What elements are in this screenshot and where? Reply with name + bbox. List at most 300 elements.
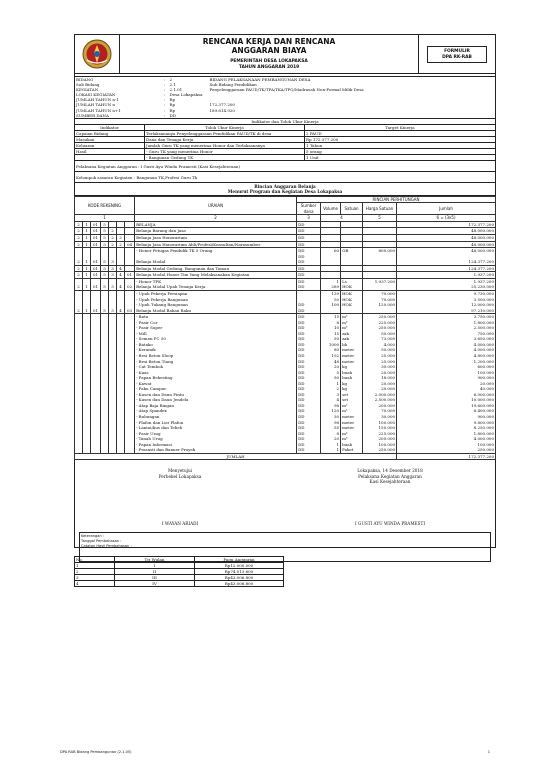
sumber-dana-cell: DD	[297, 336, 321, 342]
info-label: JUMLAH TAHUN n	[76, 102, 115, 108]
satuan-cell: zak	[341, 331, 363, 337]
satuan-cell: meter	[341, 425, 363, 431]
tw-triwulan-cell: I	[115, 563, 195, 569]
harga-satuan-cell: 200.000	[363, 403, 397, 409]
uraian-cell: Belanja Modal	[135, 259, 297, 265]
volume-cell: 289	[321, 284, 341, 290]
info-value	[209, 113, 496, 119]
sumber-dana-cell: DD	[297, 320, 321, 326]
uraian-cell: - Honor TPK	[135, 278, 297, 284]
uraian-cell: Belanja Barang dan Jasa	[135, 228, 297, 235]
volume-cell: 50	[321, 375, 341, 381]
info-separator: :	[163, 112, 165, 118]
jumlah-cell: 48.000.000	[397, 241, 496, 248]
kode-segment: 02	[125, 284, 135, 290]
kode-segment: 01	[91, 308, 101, 314]
info-label: JUMLAH TAHUN n+1	[76, 107, 121, 113]
kode-segment: 2	[75, 284, 83, 290]
kode-segment: 01	[91, 265, 101, 272]
sumber-dana-cell: DD	[297, 359, 321, 365]
jumlah-cell: 1.800.000	[397, 431, 496, 437]
uraian-cell: Belanja Modal Upah Tenaga Kerja	[135, 284, 297, 290]
uraian-cell: - Kusen dan Daun Pintu	[135, 392, 297, 398]
satuan-cell: meter	[341, 414, 363, 420]
tw-no-header: No	[75, 557, 115, 563]
info-separator: :	[163, 107, 165, 113]
satuan-cell: Ls	[341, 278, 363, 284]
sumber-dana-cell: DD	[297, 392, 321, 398]
kode-segment: 01	[91, 284, 101, 290]
kode-segment: 5	[101, 265, 109, 272]
uraian-cell: - Besi Beton Sloop	[135, 353, 297, 359]
harga-satuan-cell: 250.000	[363, 325, 397, 331]
jumlah-cell: 40.000	[397, 386, 496, 392]
kode-segment: 03	[125, 308, 135, 314]
footer-left: DPA RAB Bidang Pembangunan (2.1.05)	[60, 750, 132, 754]
sumber-dana-cell: DD	[297, 278, 321, 284]
sumber-dana-cell: DD	[297, 302, 321, 308]
volume-cell: 15	[321, 314, 341, 320]
target-cell: 1 Tahun	[305, 142, 496, 148]
kode-segment: 01	[91, 259, 101, 265]
rincian-title2: Menurut Program dan Kegiatan Desa Lokapaksa	[227, 188, 343, 194]
uraian-cell: - Paku Campur	[135, 386, 297, 392]
jumlah-cell: 1.937.200	[397, 278, 496, 284]
kode-segment: 2	[75, 221, 83, 228]
volume-cell: 4	[321, 397, 341, 403]
satuan-cell: set	[341, 397, 363, 403]
info-label: SUMBER DANA	[76, 112, 109, 118]
info-label: Sub Bidang	[76, 82, 100, 88]
harga-satuan-cell: 100.000	[363, 420, 397, 426]
kode-segment: 2	[117, 235, 125, 242]
volume-cell: 8	[321, 431, 341, 437]
kode-segment: 3	[109, 265, 117, 272]
indikator-cell: Hasil	[75, 148, 145, 154]
doc-subtitle1: PEMERINTAH DESA LOKAPAKSA	[230, 59, 308, 64]
keterangan-line2: Tanggal Pembahasan :	[81, 538, 122, 543]
kode-segment: 5	[101, 241, 109, 248]
jumlah-cell: 3.750.000	[397, 314, 496, 320]
harga-satuan-cell: 20.000	[363, 381, 397, 387]
kode-segment: 5	[101, 228, 109, 235]
volume-cell: 10	[321, 325, 341, 331]
volume-cell: 98	[321, 403, 341, 409]
target-cell: Rp 172.377.200	[305, 136, 496, 142]
kode-segment: 4	[117, 272, 125, 279]
kode-segment: 01	[91, 241, 101, 248]
jumlah-cell: 19.600.000	[397, 403, 496, 409]
sumber-dana-cell: DD	[297, 381, 321, 387]
jumlah-cell: 900.000	[397, 375, 496, 381]
info-separator: :	[163, 77, 165, 82]
jumlah-cell: 4.000.000	[397, 436, 496, 442]
sumber-dana-cell: DD	[297, 314, 321, 320]
jumlah-cell: 8.250.000	[397, 425, 496, 431]
kode-segment: 4	[117, 265, 125, 272]
satuan-cell: kg	[341, 364, 363, 370]
kode-segment: 5	[101, 259, 109, 265]
satuan-cell: m³	[341, 320, 363, 326]
jumlah-cell: 8.400.000	[397, 408, 496, 414]
info-label: KEGIATAN	[76, 87, 99, 93]
indikator-cell: Capaian Bidang	[75, 130, 145, 136]
info-code: Rp	[169, 102, 176, 108]
kode-segment: 01	[125, 272, 135, 279]
uraian-cell: - Cat Tembok	[135, 364, 297, 370]
info-code: 2	[169, 77, 173, 82]
harga-satuan-cell: 30.000	[363, 364, 397, 370]
jumlah-cell: 9.800.000	[397, 420, 496, 426]
satuan-cell: meter	[341, 353, 363, 359]
satuan-cell: m²	[341, 403, 363, 409]
total-label: JUMLAH	[75, 453, 397, 460]
kode-rekening-header: KODE REKENING	[75, 196, 135, 215]
kode-segment: 04	[125, 241, 135, 248]
sumber-dana-cell: DD	[297, 420, 321, 426]
regency-emblem-icon	[82, 39, 112, 69]
jumlah-cell: 3.500.000	[397, 297, 496, 303]
target-cell: 2 PAUD	[305, 130, 496, 136]
sumber-dana-cell: DD	[297, 370, 321, 376]
tw-pagu-header: Pagu Anggaran	[195, 557, 284, 563]
rincian-title-block	[74, 183, 496, 196]
info-code: 2.1.01	[169, 87, 183, 93]
jumlah-cell: 100.000	[397, 442, 496, 448]
harga-satuan-cell: 30.000	[363, 414, 397, 420]
volume-cell: 1	[321, 442, 341, 448]
satuan-cell: OB	[341, 248, 363, 254]
harga-satuan-cell: 2.000.000	[363, 392, 397, 398]
volume-cell: 100	[321, 302, 341, 308]
uraian-cell: - Semen PC 50	[135, 336, 297, 342]
sumber-dana-cell: DD	[297, 425, 321, 431]
doc-title-line2: ANGGARAN BIAYA	[231, 46, 307, 55]
uraian-header: URAIAN	[135, 196, 297, 215]
volume-cell: 1	[321, 381, 341, 387]
kode-segment: 5	[101, 308, 109, 314]
uraian-cell: - Upah Tukang Bangunan	[135, 302, 297, 308]
sumber-dana-cell: DD	[297, 221, 321, 228]
jumlah-cell: 9.730.000	[397, 290, 496, 296]
sign-right-line1: Lokapaksa, 14 Desember 2018	[357, 468, 423, 474]
uraian-cell: - Upah Pekerja Bangunan	[135, 297, 297, 303]
kode-segment: 01	[91, 235, 101, 242]
volume-cell: 120	[321, 408, 341, 414]
volume-cell: 48	[321, 359, 341, 365]
harga-satuan-cell: 225.000	[363, 320, 397, 326]
tw-triwulan-cell: II	[115, 569, 195, 575]
satuan-cell: zak	[341, 336, 363, 342]
uraian-cell: Belanja Jasa Honorarium	[135, 235, 297, 242]
info-value: BIDANG PELAKSANAAN PEMBANGUNAN DESA	[209, 77, 311, 82]
jumlah-cell: 12.000.000	[397, 302, 496, 308]
col-num-5: 5	[363, 215, 397, 222]
jumlah-cell: 4.000.000	[397, 347, 496, 353]
kode-segment: 2	[109, 241, 117, 248]
satuan-cell: meter	[341, 347, 363, 353]
tw-pagu-cell: Rp43.006.800	[195, 581, 284, 587]
satuan-cell: kg	[341, 386, 363, 392]
harga-satuan-cell: 73.000	[363, 336, 397, 342]
tolok-ukur-cell: Jumlah Guru TK yang menerima Honor dan Terlaksananya	[145, 142, 305, 148]
tri-wulan-row	[75, 581, 284, 587]
harga-satuan-cell: 120.000	[363, 302, 397, 308]
uraian-cell: - Honor Petugas Pendidik TK 5 Orang	[135, 248, 297, 254]
tw-no-cell: 3	[75, 575, 115, 581]
harga-satuan-cell: 2.500.000	[363, 397, 397, 403]
tw-triwulan-header: Tri Wulan	[115, 557, 195, 563]
uraian-cell: - Prasasti dan Banner Proyek	[135, 447, 297, 453]
harga-satuan-cell: 50.000	[363, 331, 397, 337]
tolok-ukur-cell: - Guru TK yang menerima Honor	[145, 148, 305, 154]
sumber-dana-cell: DD	[297, 228, 321, 235]
tw-triwulan-cell: IV	[115, 581, 195, 587]
uraian-cell: - Papan Informasi	[135, 442, 297, 448]
jumlah-cell: 900.000	[397, 414, 496, 420]
sumber-dana-cell: DD	[297, 436, 321, 442]
sign-right-line2: Pelaksana Kegiatan Anggaran	[358, 473, 422, 479]
volume-cell: 20	[321, 436, 341, 442]
kode-segment: 01	[91, 221, 101, 228]
uraian-cell: - Keramik	[135, 347, 297, 353]
satuan-cell: m³	[341, 436, 363, 442]
page-footer	[60, 750, 490, 754]
jumlah-cell: 3.650.000	[397, 336, 496, 342]
satuan-cell: Paket	[341, 447, 363, 453]
kode-segment: 1	[83, 235, 91, 242]
col-num-6: 6 = (3x5)	[397, 215, 496, 222]
uraian-cell: - Kuas	[135, 370, 297, 376]
harga-satuan-cell: 70.000	[363, 408, 397, 414]
sumber-dana-cell: DD	[297, 331, 321, 337]
jumlah-cell: 250.000	[397, 447, 496, 453]
uraian-cell: - Kusen dan Daun Jendela	[135, 397, 297, 403]
uraian-cell: Belanja Modal Bahan Baku	[135, 308, 297, 314]
tw-no-cell: 4	[75, 581, 115, 587]
tw-pagu-cell: Rp12.000.000	[195, 563, 284, 569]
document-header	[74, 34, 496, 74]
kode-segment: 2	[109, 235, 117, 242]
satuan-cell: HOK	[341, 302, 363, 308]
sumber-dana-cell: DD	[297, 342, 321, 348]
info-separator: :	[163, 82, 165, 88]
kode-segment: 5	[101, 284, 109, 290]
harga-satuan-cell: 70.000	[363, 297, 397, 303]
kode-segment: 4	[117, 284, 125, 290]
sign-left	[75, 468, 285, 485]
sumber-dana-header: Sumber dana	[297, 203, 321, 215]
jumlah-cell: 172.377.200	[397, 221, 496, 228]
tolok-ukur-header: Tolok Ukur Kinerja	[145, 124, 305, 130]
info-code: 2.1	[169, 82, 176, 88]
satuan-cell: HOK	[341, 284, 363, 290]
kode-segment: 1	[83, 259, 91, 265]
volume-cell: 1000	[321, 342, 341, 348]
sign-left-line1: Menyetujui	[167, 468, 193, 474]
harga-satuan-cell: 225.000	[363, 431, 397, 437]
harga-satuan-cell: 250.000	[363, 314, 397, 320]
pelaksana-line: Pelaksana Kegiatan Anggaran : I Gusti Ayu Winda Pramesti (Kasi Kesejahteraan)	[74, 161, 496, 172]
harga-satuan-cell: 4.000	[363, 342, 397, 348]
jumlah-cell: 2.500.000	[397, 325, 496, 331]
rincian-perhitungan-header: RINCIAN PERHITUNGAN	[297, 196, 496, 203]
uraian-cell: - Besi Beton Tiang	[135, 359, 297, 365]
budget-table	[74, 196, 496, 461]
volume-cell: 98	[321, 420, 341, 426]
uraian-cell: Belanja Modal Honor Tim Yang Melaksanakan Kegiatan	[135, 272, 297, 279]
form-code-cell	[419, 35, 495, 73]
uraian-cell: - Batako	[135, 342, 297, 348]
target-header: Target Kinerja	[305, 124, 496, 130]
sumber-dana-cell: DD	[297, 403, 321, 409]
jumlah-cell: 6.000.000	[397, 392, 496, 398]
kode-segment: 1	[83, 241, 91, 248]
volume-cell: 30	[321, 414, 341, 420]
info-value: 172.377.200	[209, 102, 235, 108]
jumlah-cell: 4.800.000	[397, 353, 496, 359]
satuan-cell: buah	[341, 370, 363, 376]
tri-wulan-table	[74, 556, 284, 587]
col-num-2: 2	[135, 215, 297, 222]
uraian-cell: - Kawat	[135, 381, 297, 387]
harga-satuan-cell: 25.000	[363, 353, 397, 359]
kode-segment: 2	[75, 272, 83, 279]
harga-satuan-cell: 70.000	[363, 290, 397, 296]
harga-satuan-cell: 800.000	[363, 248, 397, 254]
sumber-dana-cell: DD	[297, 431, 321, 437]
uraian-cell: - Plafon dan List Plafon	[135, 420, 297, 426]
harga-satuan-cell: 250.000	[363, 447, 397, 453]
uraian-cell: - Papan Bekesting	[135, 375, 297, 381]
tw-triwulan-cell: III	[115, 575, 195, 581]
sumber-dana-cell: DD	[297, 397, 321, 403]
uraian-cell: BELANJA	[135, 221, 297, 228]
doc-subtitle2: TAHUN ANGGARAN 2019	[238, 65, 300, 70]
uraian-cell: - Atap Spandex	[135, 408, 297, 414]
target-cell: 5 orang	[305, 148, 496, 154]
satuan-cell: buah	[341, 442, 363, 448]
sign-right	[285, 468, 495, 485]
jumlah-cell: 20.000	[397, 381, 496, 387]
kode-segment: 1	[83, 221, 91, 228]
uraian-cell: Belanja Jasa Honorarium Ahli/Profesi/Konsultan/Narasumber	[135, 241, 297, 248]
uraian-cell: - Upah Pekerja Persiapan	[135, 290, 297, 296]
col-num-3: 3	[297, 215, 321, 222]
volume-cell: 1	[321, 278, 341, 284]
satuan-cell: m²	[341, 408, 363, 414]
sumber-dana-cell: DD	[297, 347, 321, 353]
harga-satuan-cell: 100.000	[363, 442, 397, 448]
volume-cell: 20	[321, 364, 341, 370]
kode-segment: 1	[83, 284, 91, 290]
volume-header: Volume	[321, 203, 341, 215]
kode-segment: 2	[75, 235, 83, 242]
indikator-cell	[75, 154, 145, 160]
indikator-cell: Keluaran	[75, 142, 145, 148]
kode-segment: 1	[83, 272, 91, 279]
sumber-dana-cell: DD	[297, 284, 321, 290]
harga-satuan-cell: 25.000	[363, 359, 397, 365]
form-label1: FORMULIR	[444, 48, 470, 54]
keterangan-line1: Keterangan :	[81, 534, 105, 539]
uraian-cell: - Pasir Cor	[135, 320, 297, 326]
satuan-cell: bh	[341, 342, 363, 348]
sumber-dana-cell: DD	[297, 254, 321, 260]
kode-segment: 1	[83, 308, 91, 314]
kode-segment: 5	[101, 221, 109, 228]
volume-cell: 139	[321, 290, 341, 296]
jumlah-cell: 124.377.200	[397, 259, 496, 265]
volume-cell: 8	[321, 320, 341, 326]
title-block	[120, 35, 419, 73]
kode-segment: 3	[109, 272, 117, 279]
kode-segment: 2	[75, 241, 83, 248]
uraian-cell: - Mill	[135, 331, 297, 337]
tw-pagu-cell: Rp43.006.800	[195, 575, 284, 581]
jumlah-cell: 750.000	[397, 331, 496, 337]
logo-cell	[75, 35, 120, 73]
volume-cell: 1	[321, 447, 341, 453]
satuan-cell: set	[341, 392, 363, 398]
sumber-dana-cell: DD	[297, 325, 321, 331]
kode-segment: 01	[91, 228, 101, 235]
kode-segment: 2	[75, 228, 83, 235]
form-code-box	[427, 46, 487, 63]
sumber-dana-cell: DD	[297, 235, 321, 242]
info-separator: :	[163, 97, 165, 103]
info-table	[74, 77, 496, 119]
satuan-cell: buah	[341, 375, 363, 381]
sumber-dana-cell: DD	[297, 259, 321, 265]
jumlah-cell: 1.800.000	[397, 320, 496, 326]
col-num-1: 1	[75, 215, 135, 222]
volume-cell: 3	[321, 392, 341, 398]
target-cell: 1 Unit	[305, 154, 496, 160]
total-value: 172.377.200	[397, 453, 496, 460]
sumber-dana-cell: DD	[297, 353, 321, 359]
kode-segment: 2	[109, 228, 117, 235]
info-code: Desa Lokapaksa	[169, 92, 203, 98]
indikator-title: Indikator dan Tolok Ukur Kinerja	[251, 118, 319, 124]
uraian-cell: Belanja Modal Gedung, Bangunan dan Taman	[135, 265, 297, 272]
satuan-cell: kg	[341, 381, 363, 387]
kode-segment: 5	[101, 272, 109, 279]
jumlah-cell: 48.000.000	[397, 228, 496, 235]
harga-satuan-cell: 18.000	[363, 375, 397, 381]
kode-segment: 01	[91, 272, 101, 279]
uraian-cell: - Atap Baja Ringan	[135, 403, 297, 409]
kode-segment: 2	[75, 265, 83, 272]
jumlah-cell: 1.937.200	[397, 272, 496, 279]
sumber-dana-cell: DD	[297, 265, 321, 272]
footer-page-number: 1	[487, 750, 490, 754]
kode-segment: 2	[75, 259, 83, 265]
uraian-cell: - Lantai/kus dan Tebeb	[135, 425, 297, 431]
kode-segment: 3	[109, 308, 117, 314]
volume-cell: 2	[321, 386, 341, 392]
jumlah-cell: 48.000.000	[397, 235, 496, 242]
satuan-header: Satuan	[341, 203, 363, 215]
tw-pagu-cell: Rp74.013.600	[195, 569, 284, 575]
keterangan-line3: Catatan Hasil Pembahasan :	[81, 543, 132, 548]
harga-satuan-header: Harga Satuan	[363, 203, 397, 215]
jumlah-header: Jumlah	[397, 203, 496, 215]
tolok-ukur-cell: - Bangunan Gedung TK	[145, 154, 305, 160]
kode-segment: 3	[109, 259, 117, 265]
sumber-dana-cell: DD	[297, 386, 321, 392]
form-label2: DPA RK-RAB	[442, 54, 472, 60]
